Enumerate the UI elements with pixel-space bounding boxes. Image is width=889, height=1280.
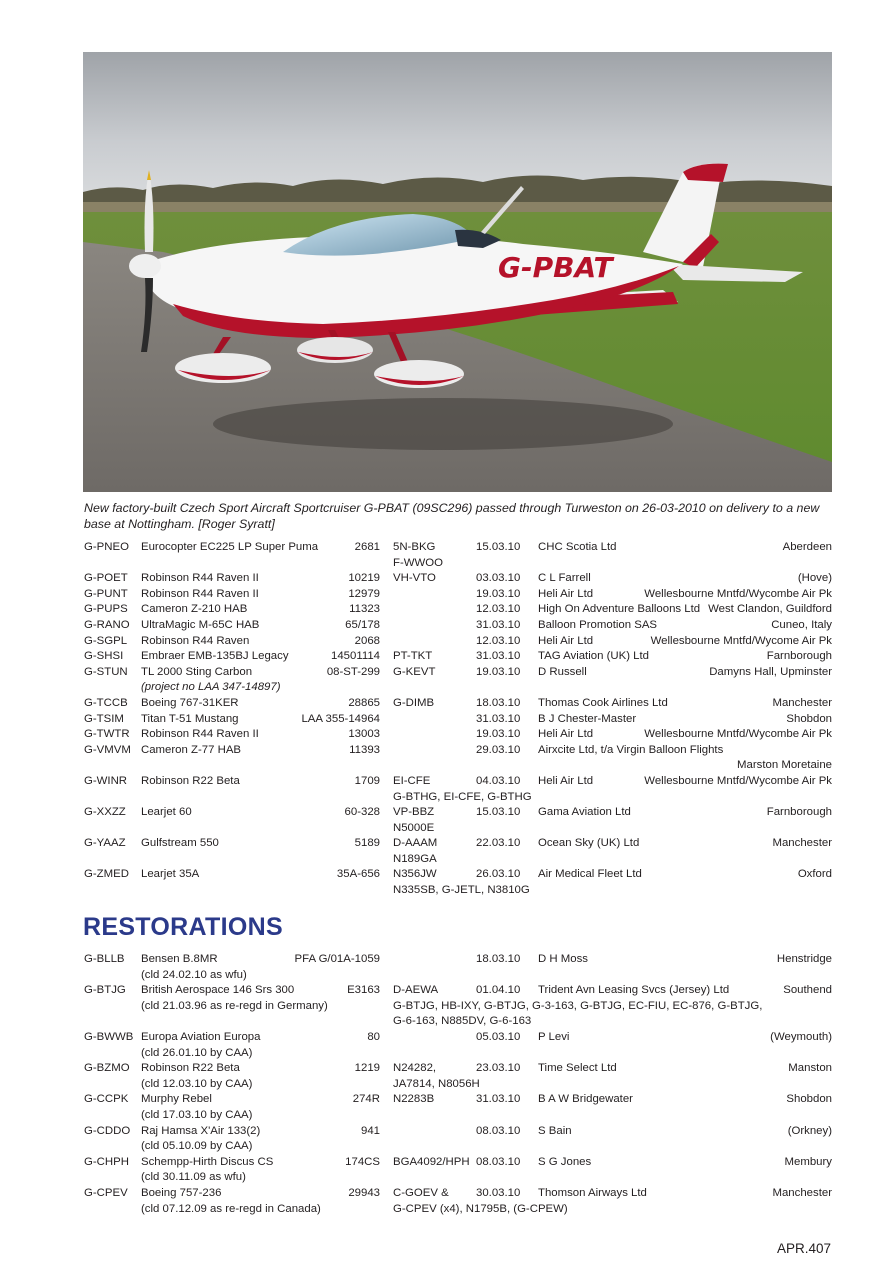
date-cell: 23.03.10 bbox=[476, 1062, 521, 1075]
type-cell: Robinson R22 Beta bbox=[141, 1062, 240, 1075]
previous-identity-cell: N356JW bbox=[393, 868, 437, 881]
location-cell: Damyns Hall, Upminster bbox=[709, 665, 832, 678]
owner-cell: S Bain bbox=[538, 1124, 572, 1137]
date-cell: 31.03.10 bbox=[476, 712, 521, 725]
date-cell: 31.03.10 bbox=[476, 618, 521, 631]
registration-cell: G-YAAZ bbox=[84, 837, 126, 850]
owner-cell: CHC Scotia Ltd bbox=[538, 541, 617, 553]
table-row bbox=[84, 1186, 832, 1202]
previous-identity-cell: 5N-BKG bbox=[393, 541, 436, 553]
table-row bbox=[84, 1202, 832, 1218]
table-row bbox=[84, 1092, 832, 1108]
table-row bbox=[84, 1139, 832, 1155]
type-cell: Schempp-Hirth Discus CS bbox=[141, 1155, 274, 1168]
constructor-number-cell: 11323 bbox=[349, 603, 380, 616]
previous-identity-cell: VP-BBZ bbox=[393, 806, 435, 819]
owner-cell: Airxcite Ltd, t/a Virgin Balloon Flights bbox=[538, 743, 724, 756]
owner-cell: Thomas Cook Airlines Ltd bbox=[538, 696, 668, 709]
registration-cell: G-BWWB bbox=[84, 1030, 134, 1043]
date-cell: 03.03.10 bbox=[476, 572, 521, 585]
registration-cell: G-POET bbox=[84, 572, 128, 585]
location-cell: Membury bbox=[784, 1155, 832, 1168]
type-cell: Boeing 767-31KER bbox=[141, 696, 239, 709]
type-cell: (cld 12.03.10 by CAA) bbox=[141, 1077, 253, 1090]
constructor-number-cell: 174CS bbox=[345, 1155, 380, 1168]
date-cell: 19.03.10 bbox=[476, 728, 521, 741]
type-cell: Robinson R22 Beta bbox=[141, 774, 240, 787]
type-cell: Titan T-51 Mustang bbox=[141, 712, 239, 725]
constructor-number-cell: 65/178 bbox=[345, 618, 380, 631]
type-cell: Cameron Z-210 HAB bbox=[141, 603, 248, 616]
constructor-number-cell: 29943 bbox=[348, 1186, 380, 1199]
date-cell: 12.03.10 bbox=[476, 634, 521, 647]
constructor-number-cell: 2068 bbox=[354, 634, 380, 647]
owner-cell: Thomson Airways Ltd bbox=[538, 1186, 647, 1199]
owner-cell: Air Medical Fleet Ltd bbox=[538, 868, 642, 881]
owner-cell: B A W Bridgewater bbox=[538, 1093, 633, 1106]
location-cell: Marston Moretaine bbox=[737, 759, 832, 772]
location-cell: (Hove) bbox=[797, 572, 832, 585]
table-row bbox=[84, 1124, 832, 1140]
type-cell: Bensen B.8MR bbox=[141, 953, 218, 965]
date-cell: 19.03.10 bbox=[476, 587, 521, 600]
registration-cell: G-TSIM bbox=[84, 712, 124, 725]
date-cell: 15.03.10 bbox=[476, 806, 521, 819]
page-number: APR.407 bbox=[776, 1241, 831, 1256]
table-row bbox=[84, 1108, 832, 1124]
registration-cell: G-CPEV bbox=[84, 1186, 128, 1199]
owner-cell: Gama Aviation Ltd bbox=[538, 806, 631, 819]
restorations-table bbox=[84, 952, 832, 1217]
location-cell: Manchester bbox=[772, 837, 832, 850]
previous-identity-cell: N24282, bbox=[393, 1062, 437, 1075]
table-row bbox=[84, 634, 832, 650]
constructor-number-cell: LAA 355-14964 bbox=[301, 712, 380, 725]
registration-cell: G-TWTR bbox=[84, 728, 130, 741]
table-row bbox=[84, 556, 832, 572]
table-row bbox=[84, 743, 832, 759]
location-cell: Manston bbox=[788, 1062, 832, 1075]
aircraft-registration-marking: G-PBAT bbox=[498, 251, 613, 284]
constructor-number-cell: 14501114 bbox=[331, 650, 380, 663]
date-cell: 12.03.10 bbox=[476, 603, 521, 616]
location-cell: Wellesbourne Mntfd/Wycombe Air Pk bbox=[644, 587, 832, 600]
location-cell: (Orkney) bbox=[787, 1124, 832, 1137]
registration-cell: G-BTJG bbox=[84, 984, 126, 997]
previous-identity-cell: BGA4092/HPH bbox=[393, 1155, 470, 1168]
constructor-number-cell: 28865 bbox=[348, 696, 380, 709]
owner-cell: Heli Air Ltd bbox=[538, 774, 594, 787]
previous-identity-cell: G-KEVT bbox=[393, 665, 436, 678]
registration-cell: G-PUPS bbox=[84, 603, 128, 616]
owner-cell: TAG Aviation (UK) Ltd bbox=[538, 650, 649, 663]
date-cell: 15.03.10 bbox=[476, 541, 521, 553]
date-cell: 05.03.10 bbox=[476, 1030, 521, 1043]
owner-cell: Balloon Promotion SAS bbox=[538, 618, 658, 631]
type-cell: (project no LAA 347-14897) bbox=[141, 681, 281, 694]
table-row bbox=[84, 712, 832, 728]
type-cell: Eurocopter EC225 LP Super Puma bbox=[141, 541, 319, 553]
previous-identity-cell: D-AEWA bbox=[393, 984, 439, 997]
owner-cell: D H Moss bbox=[538, 953, 588, 965]
previous-identity-cell: G-BTHG, EI-CFE, G-BTHG bbox=[393, 790, 532, 803]
registration-cell: G-CHPH bbox=[84, 1155, 129, 1168]
table-row bbox=[84, 696, 832, 712]
constructor-number-cell: 10219 bbox=[348, 572, 380, 585]
type-cell: Gulfstream 550 bbox=[141, 837, 219, 850]
location-cell: Aberdeen bbox=[782, 541, 832, 553]
date-cell: 31.03.10 bbox=[476, 650, 521, 663]
registration-cell: G-CCPK bbox=[84, 1093, 129, 1106]
constructor-number-cell: 274R bbox=[352, 1093, 380, 1106]
date-cell: 04.03.10 bbox=[476, 774, 521, 787]
location-cell: Manchester bbox=[772, 696, 832, 709]
previous-identity-cell: C-GOEV & bbox=[393, 1186, 449, 1199]
constructor-number-cell: PFA G/01A-1059 bbox=[294, 953, 380, 965]
date-cell: 08.03.10 bbox=[476, 1124, 521, 1137]
registration-cell: G-SHSI bbox=[84, 650, 124, 663]
owner-cell: Ocean Sky (UK) Ltd bbox=[538, 837, 640, 850]
table-row bbox=[84, 983, 832, 999]
owner-cell: Heli Air Ltd bbox=[538, 634, 594, 647]
owner-cell: B J Chester-Master bbox=[538, 712, 637, 725]
table-row bbox=[84, 680, 832, 696]
restorations-heading: RESTORATIONS bbox=[83, 913, 283, 941]
constructor-number-cell: 80 bbox=[367, 1030, 380, 1043]
table-row bbox=[84, 852, 832, 868]
location-cell: Shobdon bbox=[786, 712, 832, 725]
previous-identity-cell: PT-TKT bbox=[393, 650, 433, 663]
type-cell: Robinson R44 Raven II bbox=[141, 728, 259, 741]
type-cell: Robinson R44 Raven II bbox=[141, 572, 259, 585]
date-cell: 22.03.10 bbox=[476, 837, 521, 850]
type-cell: (cld 21.03.96 as re-regd in Germany) bbox=[141, 999, 328, 1012]
constructor-number-cell: 5189 bbox=[354, 837, 380, 850]
owner-cell: P Levi bbox=[538, 1030, 570, 1043]
owner-cell: Trident Avn Leasing Svcs (Jersey) Ltd bbox=[538, 984, 730, 997]
aircraft-photo bbox=[83, 52, 832, 492]
registrations-table bbox=[84, 540, 832, 899]
table-row bbox=[84, 618, 832, 634]
previous-identity-cell: N189GA bbox=[393, 852, 437, 865]
table-row bbox=[84, 571, 832, 587]
type-cell: (cld 24.02.10 as wfu) bbox=[141, 968, 247, 981]
registration-cell: G-VMVM bbox=[84, 743, 131, 756]
table-row bbox=[84, 805, 832, 821]
table-row bbox=[84, 836, 832, 852]
date-cell: 26.03.10 bbox=[476, 868, 521, 881]
constructor-number-cell: 60-328 bbox=[344, 806, 380, 819]
previous-identity-cell: N5000E bbox=[393, 821, 435, 834]
registration-cell: G-BLLB bbox=[84, 953, 125, 965]
location-cell: Manchester bbox=[772, 1186, 832, 1199]
registration-cell: G-RANO bbox=[84, 618, 130, 631]
type-cell: (cld 30.11.09 as wfu) bbox=[141, 1171, 246, 1184]
previous-identity-cell: G-DIMB bbox=[393, 696, 435, 709]
table-row bbox=[84, 968, 832, 984]
location-cell: Farnborough bbox=[766, 650, 832, 663]
type-cell: Learjet 60 bbox=[141, 806, 192, 819]
type-cell: Murphy Rebel bbox=[141, 1093, 212, 1106]
table-row bbox=[84, 883, 832, 899]
previous-identity-cell: G-6-163, N885DV, G-6-163 bbox=[393, 1015, 532, 1028]
registration-cell: G-WINR bbox=[84, 774, 128, 787]
registration-cell: G-ZMED bbox=[84, 868, 129, 881]
table-row bbox=[84, 1155, 832, 1171]
table-row bbox=[84, 1061, 832, 1077]
location-cell: (Weymouth) bbox=[770, 1030, 832, 1043]
constructor-number-cell: 941 bbox=[360, 1124, 380, 1137]
previous-identity-cell: N335SB, G-JETL, N3810G bbox=[393, 884, 530, 897]
owner-cell: S G Jones bbox=[538, 1155, 592, 1168]
date-cell: 19.03.10 bbox=[476, 665, 521, 678]
registration-cell: G-CDDO bbox=[84, 1124, 131, 1137]
registration-cell: G-BZMO bbox=[84, 1062, 130, 1075]
date-cell: 29.03.10 bbox=[476, 743, 521, 756]
date-cell: 18.03.10 bbox=[476, 696, 521, 709]
type-cell: Raj Hamsa X'Air 133(2) bbox=[141, 1124, 261, 1137]
registration-cell: G-PUNT bbox=[84, 587, 128, 600]
table-row bbox=[84, 540, 832, 556]
constructor-number-cell: 2681 bbox=[354, 541, 380, 553]
type-cell: Embraer EMB-135BJ Legacy bbox=[141, 650, 289, 663]
constructor-number-cell: 11393 bbox=[349, 743, 380, 756]
previous-identity-cell: VH-VTO bbox=[393, 572, 436, 585]
type-cell: Cameron Z-77 HAB bbox=[141, 743, 242, 756]
previous-identity-cell: F-WWOO bbox=[393, 556, 443, 569]
table-row bbox=[84, 1014, 832, 1030]
owner-cell: Heli Air Ltd bbox=[538, 728, 594, 741]
table-row bbox=[84, 602, 832, 618]
location-cell: West Clandon, Guildford bbox=[708, 603, 832, 616]
previous-identity-cell: G-BTJG, HB-IXY, G-BTJG, G-3-163, G-BTJG, EC-FIU, EC-876, G-BTJG, bbox=[393, 999, 763, 1012]
date-cell: 30.03.10 bbox=[476, 1186, 521, 1199]
table-row bbox=[84, 758, 832, 774]
owner-cell: High On Adventure Balloons Ltd bbox=[538, 603, 701, 616]
table-row bbox=[84, 867, 832, 883]
type-cell: (cld 26.01.10 by CAA) bbox=[141, 1046, 253, 1059]
date-cell: 08.03.10 bbox=[476, 1155, 521, 1168]
constructor-number-cell: 1219 bbox=[354, 1062, 380, 1075]
constructor-number-cell: 1709 bbox=[354, 774, 380, 787]
registration-cell: G-XXZZ bbox=[84, 806, 126, 819]
date-cell: 31.03.10 bbox=[476, 1093, 521, 1106]
date-cell: 18.03.10 bbox=[476, 953, 521, 965]
type-cell: UltraMagic M-65C HAB bbox=[141, 618, 260, 631]
table-row bbox=[84, 790, 832, 806]
table-row bbox=[84, 1170, 832, 1186]
table-row bbox=[84, 774, 832, 790]
location-cell: Oxford bbox=[797, 868, 832, 881]
registration-cell: G-PNEO bbox=[84, 541, 129, 553]
type-cell: British Aerospace 146 Srs 300 bbox=[141, 984, 295, 997]
previous-identity-cell: N2283B bbox=[393, 1093, 435, 1106]
type-cell: (cld 07.12.09 as re-regd in Canada) bbox=[141, 1202, 321, 1215]
previous-identity-cell: EI-CFE bbox=[393, 774, 431, 787]
table-row bbox=[84, 1077, 832, 1093]
date-cell: 01.04.10 bbox=[476, 984, 521, 997]
type-cell: Boeing 757-236 bbox=[141, 1186, 222, 1199]
previous-identity-cell: G-CPEV (x4), N1795B, (G-CPEW) bbox=[393, 1202, 568, 1215]
constructor-number-cell: 08-ST-299 bbox=[326, 665, 380, 678]
type-cell: TL 2000 Sting Carbon bbox=[141, 665, 253, 678]
table-row bbox=[84, 587, 832, 603]
previous-identity-cell: JA7814, N8056H bbox=[393, 1077, 480, 1090]
table-row bbox=[84, 821, 832, 837]
registration-cell: G-SGPL bbox=[84, 634, 128, 647]
location-cell: Shobdon bbox=[786, 1093, 832, 1106]
table-row bbox=[84, 1046, 832, 1062]
owner-cell: C L Farrell bbox=[538, 572, 591, 585]
table-row bbox=[84, 999, 832, 1015]
type-cell: Europa Aviation Europa bbox=[141, 1030, 261, 1043]
type-cell: Learjet 35A bbox=[141, 868, 200, 881]
previous-identity-cell: D-AAAM bbox=[393, 837, 438, 850]
owner-cell: D Russell bbox=[538, 665, 587, 678]
photo-caption: New factory-built Czech Sport Aircraft Sportcruiser G-PBAT (09SC296) passed through Turweston on 26-03-2010 on delivery to a new base at Nottingham. [Roger Syratt] bbox=[84, 501, 820, 531]
location-cell: Henstridge bbox=[776, 953, 832, 965]
constructor-number-cell: 35A-656 bbox=[336, 868, 380, 881]
location-cell: Wellesbourne Mntfd/Wycome Air Pk bbox=[650, 634, 832, 647]
type-cell: Robinson R44 Raven II bbox=[141, 587, 259, 600]
constructor-number-cell: 13003 bbox=[348, 728, 380, 741]
location-cell: Farnborough bbox=[766, 806, 832, 819]
table-row bbox=[84, 649, 832, 665]
type-cell: (cld 05.10.09 by CAA) bbox=[141, 1140, 253, 1153]
location-cell: Southend bbox=[783, 984, 832, 997]
location-cell: Wellesbourne Mntfd/Wycombe Air Pk bbox=[644, 774, 832, 787]
table-row bbox=[84, 1030, 832, 1046]
registration-cell: G-TCCB bbox=[84, 696, 128, 709]
constructor-number-cell: 12979 bbox=[348, 587, 380, 600]
owner-cell: Time Select Ltd bbox=[538, 1062, 617, 1075]
type-cell: Robinson R44 Raven bbox=[141, 634, 250, 647]
table-row bbox=[84, 727, 832, 743]
owner-cell: Heli Air Ltd bbox=[538, 587, 594, 600]
table-row bbox=[84, 665, 832, 681]
location-cell: Wellesbourne Mntfd/Wycombe Air Pk bbox=[644, 728, 832, 741]
constructor-number-cell: E3163 bbox=[347, 984, 380, 997]
table-row bbox=[84, 952, 832, 968]
type-cell: (cld 17.03.10 by CAA) bbox=[141, 1108, 253, 1121]
location-cell: Cuneo, Italy bbox=[771, 618, 832, 631]
registration-cell: G-STUN bbox=[84, 665, 128, 678]
